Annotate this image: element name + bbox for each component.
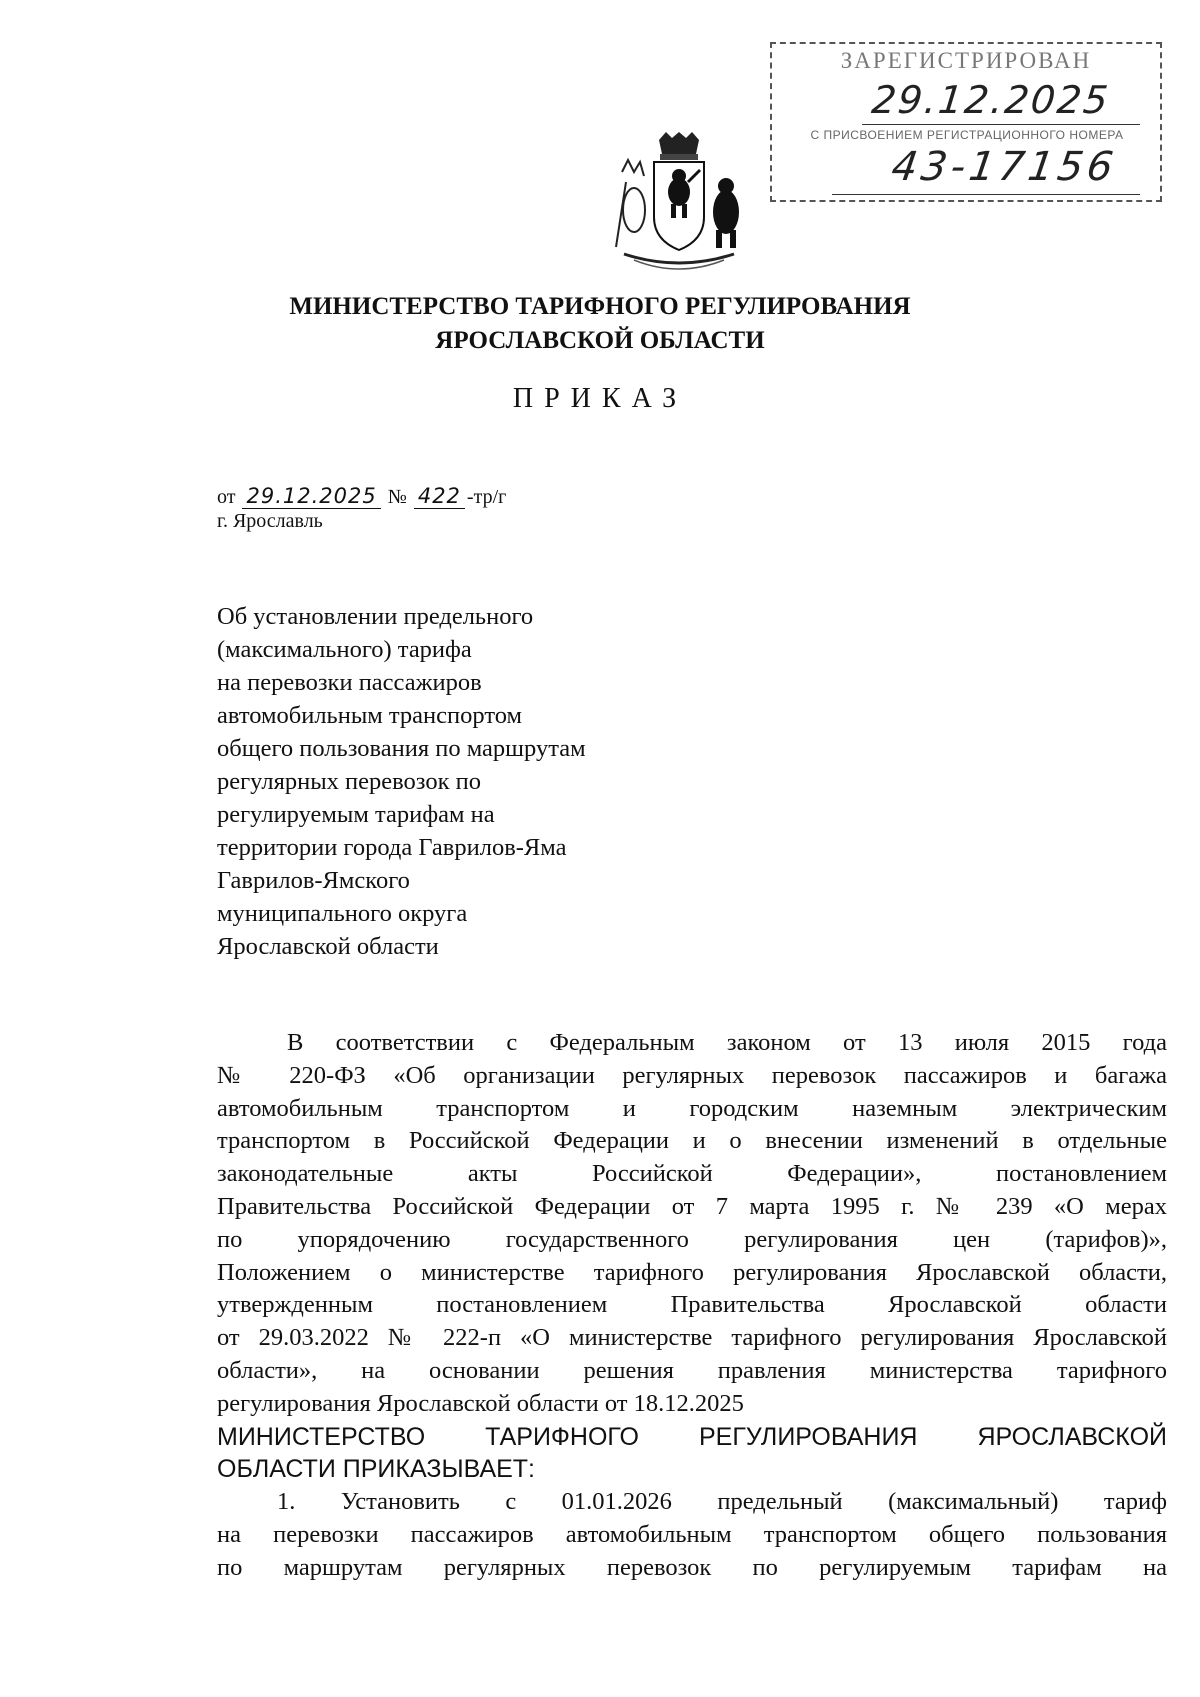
item-1-line: 1. Установить с 01.01.2026 предельный (максимальный) тариф bbox=[277, 1488, 1167, 1516]
ministry-name-line-1: МИНИСТЕРСТВО ТАРИФНОГО РЕГУЛИРОВАНИЯ bbox=[289, 293, 911, 320]
order-body bbox=[217, 1027, 1167, 1585]
stamp-divider bbox=[862, 124, 1140, 125]
subject-line: Ярославской области bbox=[217, 933, 439, 960]
item-1-line: по маршрутам регулярных перевозок по регулируемым тарифам на bbox=[217, 1553, 1167, 1581]
body-line: Положением о министерстве тарифного регулирования Ярославской области, bbox=[217, 1258, 1167, 1286]
order-directive-line: ОБЛАСТИ ПРИКАЗЫВАЕТ: bbox=[217, 1455, 536, 1484]
item-1-line: на перевозки пассажиров автомобильным транспортом общего пользования bbox=[217, 1520, 1167, 1548]
subject-line: автомобильным транспортом bbox=[217, 702, 523, 729]
order-date-number-line bbox=[217, 484, 506, 509]
subject-line: на перевозки пассажиров bbox=[217, 669, 482, 696]
body-line: по упорядочению государственного регулирования цен (тарифов)», bbox=[217, 1225, 1167, 1253]
subject-line: Об установлении предельного bbox=[217, 603, 534, 630]
stamp-title: ЗАРЕГИСТРИРОВАН bbox=[840, 48, 1092, 73]
stamp-caption: С ПРИСВОЕНИЕМ РЕГИСТРАЦИОННОГО НОМЕРА bbox=[810, 128, 1124, 142]
body-line: автомобильным транспортом и городским наземным электрическим bbox=[217, 1094, 1167, 1122]
subject-line: территории города Гаврилов-Яма bbox=[217, 834, 567, 861]
ministry-name-line-2: ЯРОСЛАВСКОЙ ОБЛАСТИ bbox=[435, 327, 765, 354]
stamp-date: 29.12.2025 bbox=[869, 78, 1112, 122]
subject-line: общего пользования по маршрутам bbox=[217, 735, 586, 762]
subject-line: муниципального округа bbox=[217, 900, 468, 927]
order-subject bbox=[217, 600, 737, 963]
order-number: 422 bbox=[414, 484, 465, 509]
document-type-title: ПРИКАЗ bbox=[512, 383, 688, 414]
number-sign: № bbox=[387, 486, 407, 508]
body-line: № 220-ФЗ «Об организации регулярных перевозок пассажиров и багажа bbox=[217, 1061, 1167, 1089]
subject-line: (максимального) тарифа bbox=[217, 636, 472, 663]
body-line: от 29.03.2022 № 222-п «О министерстве тарифного регулирования Ярославской bbox=[217, 1324, 1167, 1352]
stamp-divider bbox=[832, 194, 1140, 195]
stamp-registration-number: 43-17156 bbox=[888, 144, 1120, 190]
subject-line: регулируемым тарифам на bbox=[217, 801, 495, 828]
body-line: В соответствии с Федеральным законом от 13 июля 2015 года bbox=[287, 1029, 1167, 1056]
order-directive-line: МИНИСТЕРСТВО ТАРИФНОГО РЕГУЛИРОВАНИЯ ЯРОСЛАВСКОЙ bbox=[217, 1422, 1167, 1451]
body-line: законодательные акты Российской Федерации», постановлением bbox=[217, 1160, 1167, 1188]
subject-line: регулярных перевозок по bbox=[217, 768, 481, 795]
body-line: Правительства Российской Федерации от 7 марта 1995 г. № 239 «О мерах bbox=[217, 1192, 1167, 1220]
body-line: регулирования Ярославской области от 18.12.2025 bbox=[217, 1389, 744, 1417]
subject-line: Гаврилов-Ямского bbox=[217, 867, 410, 894]
body-line: утвержденным постановлением Правительства Ярославской области bbox=[217, 1291, 1167, 1319]
body-line: транспортом в Российской Федерации и о внесении изменений в отдельные bbox=[217, 1127, 1167, 1155]
order-number-suffix: -тр/г bbox=[466, 486, 507, 508]
registration-stamp bbox=[770, 42, 1162, 202]
coat-of-arms-bear-icon bbox=[604, 132, 754, 280]
order-date: 29.12.2025 bbox=[242, 484, 380, 509]
from-prefix: от bbox=[217, 486, 236, 508]
body-line: области», на основании решения правления министерства тарифного bbox=[217, 1356, 1167, 1384]
city: г. Ярославль bbox=[217, 510, 323, 532]
